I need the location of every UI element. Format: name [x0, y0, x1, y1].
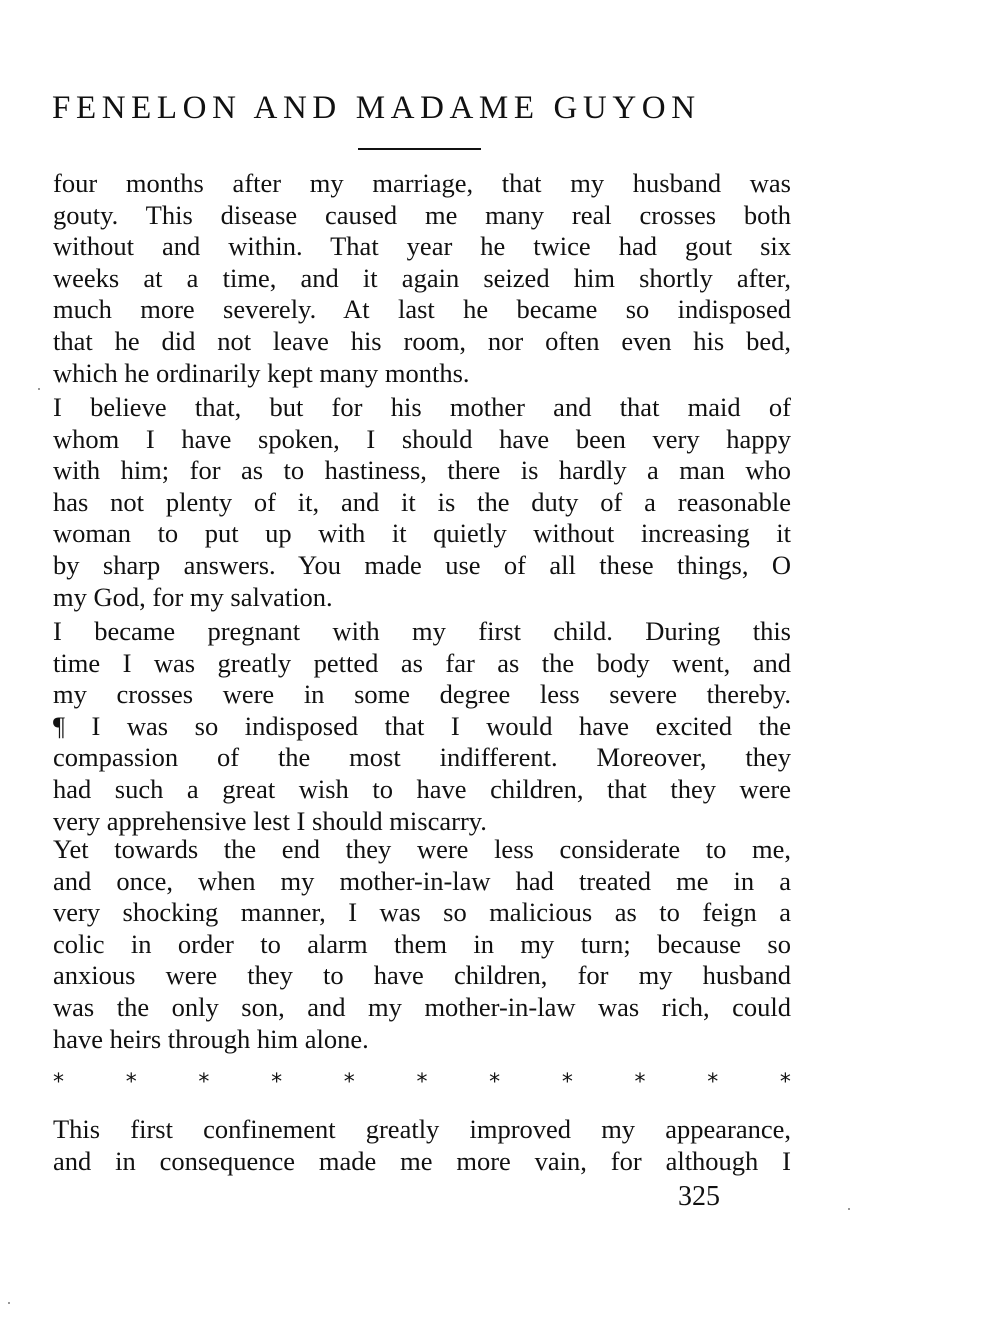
text-line: had such a great wish to have children, that they were	[53, 773, 791, 804]
running-title: FENELON AND MADAME GUYON	[52, 90, 701, 126]
scan-speck	[38, 388, 40, 390]
asterisk: *	[489, 1070, 501, 1095]
asterisk: *	[634, 1070, 646, 1095]
text-line: anxious were they to have children, for my husband	[53, 960, 791, 991]
text-line: I believe that, but for his mother and that maid of	[53, 392, 791, 422]
paragraph-after-break	[53, 1114, 791, 1177]
asterisk: *	[561, 1070, 573, 1095]
text-line: ¶ I was so indisposed that I would have excited the	[53, 710, 791, 741]
page-number: 325	[678, 1181, 720, 1212]
section-break	[53, 1068, 791, 1098]
text-line: my crosses were in some degree less severe thereby.	[53, 679, 791, 710]
header-rule	[358, 148, 481, 150]
text-line: very apprehensive lest I should miscarry.	[53, 805, 487, 836]
paragraph-2	[53, 392, 791, 613]
asterisk: *	[416, 1070, 428, 1095]
scan-speck	[8, 1302, 10, 1304]
asterisk: *	[53, 1070, 64, 1095]
text-line: time I was greatly petted as far as the body went, and	[53, 647, 791, 678]
text-line: woman to put up with it quietly without increasing it	[53, 518, 791, 549]
asterisk: *	[707, 1070, 719, 1095]
text-line: colic in order to alarm them in my turn; because so	[53, 928, 791, 959]
text-line: without and within. That year he twice had gout six	[53, 231, 791, 262]
asterisk: *	[125, 1070, 137, 1095]
text-line: my God, for my salvation.	[53, 581, 333, 612]
text-line: Yet towards the end they were less considerate to me,	[53, 834, 791, 864]
scan-speck	[848, 1208, 850, 1210]
text-line: whom I have spoken, I should have been very happy	[53, 423, 791, 454]
text-line: was the only son, and my mother-in-law was rich, could	[53, 991, 791, 1022]
text-line: by sharp answers. You made use of all these things, O	[53, 549, 791, 580]
asterisk: *	[343, 1070, 355, 1095]
paragraph-4	[53, 834, 791, 1055]
text-line: with him; for as to hastiness, there is hardly a man who	[53, 455, 791, 486]
text-line: and in consequence made me more vain, for although I	[53, 1145, 791, 1176]
text-line: gouty. This disease caused me many real crosses both	[53, 199, 791, 230]
text-line: compassion of the most indifferent. Moreover, they	[53, 742, 791, 773]
text-line: and once, when my mother-in-law had treated me in a	[53, 865, 791, 896]
paragraph-1	[53, 168, 791, 389]
text-line: much more severely. At last he became so indisposed	[53, 294, 791, 325]
text-line: four months after my marriage, that my husband was	[53, 168, 791, 198]
text-line: have heirs through him alone.	[53, 1023, 369, 1054]
text-line: that he did not leave his room, nor often even his bed,	[53, 325, 791, 356]
text-line: has not plenty of it, and it is the duty of a reasonable	[53, 486, 791, 517]
paragraph-3	[53, 616, 791, 837]
text-line: I became pregnant with my first child. During this	[53, 616, 791, 646]
text-line: This first confinement greatly improved my appearance,	[53, 1114, 791, 1144]
asterisk: *	[198, 1070, 210, 1095]
text-line: which he ordinarily kept many months.	[53, 357, 470, 388]
text-line: weeks at a time, and it again seized him shortly after,	[53, 262, 791, 293]
text-line: very shocking manner, I was so malicious as to feign a	[53, 897, 791, 928]
asterisk: *	[271, 1070, 283, 1095]
asterisk: *	[779, 1070, 791, 1095]
